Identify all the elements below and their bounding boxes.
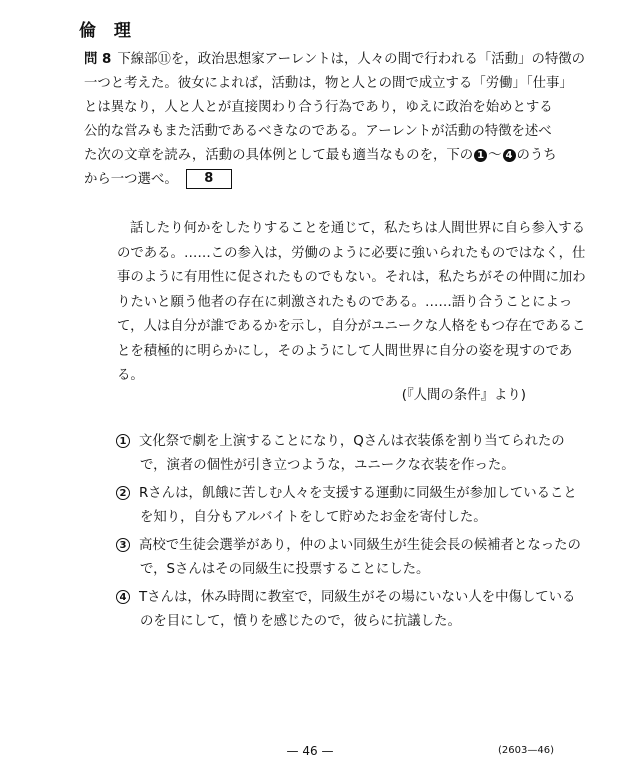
question-text: から一つ選べ。	[84, 172, 178, 187]
question-line: 一つと考えた。彼女によれば，活動は，物と人との間で成立する「労働」「仕事」	[84, 76, 573, 91]
question-label: 問 8	[84, 52, 112, 67]
passage-line: りたいと願う他者の存在に刺激されたものである。……語り合うことによっ	[117, 294, 573, 310]
question-line: 公的な営みもまた活動であるべきなのである。アーレントが活動の特徴を述べ	[84, 124, 552, 139]
choice-line	[116, 482, 577, 506]
passage-line: て，人は自分が誰であるかを示し，自分がユニークな人格をもつ存在であるこ	[117, 319, 586, 334]
choice-range-start: 1	[474, 149, 487, 162]
question-text: た次の文章を読み，活動の具体例として最も適当なものを，下の	[84, 148, 474, 163]
question-line	[84, 168, 554, 192]
choice-text: で，演者の個性が引き立つような，ユニークな衣装を作った。	[140, 458, 515, 473]
passage-line: とを積極的に明らかにし，そのようにして人間世界に自分の姿を現すのであ	[117, 343, 573, 359]
question-text: のうち	[516, 148, 557, 163]
passage-line: 話したり何かをしたりすることを通じて，私たちは人間世界に自ら参入する	[130, 221, 586, 236]
page-code: (2603—46)	[498, 745, 554, 756]
choice-text: で，Sさんはその同級生に投票することにした。	[140, 562, 430, 577]
question-line: とは異なり，人と人とが直接関わり合う行為であり，ゆえに政治を始めとする	[84, 100, 553, 115]
choice-item[interactable]	[116, 430, 565, 478]
choice-text: のを目にして，憤りを感じたので，彼らに抗議した。	[140, 614, 461, 629]
choice-line	[116, 534, 581, 558]
choice-number: 3	[116, 538, 130, 552]
choice-text: 文化祭で劇を上演することになり，Qさんは衣装係を割り当てられたの	[139, 434, 565, 449]
question-line	[84, 144, 557, 168]
question-block	[84, 48, 586, 192]
choice-list	[116, 430, 581, 638]
choice-text: Rさんは，飢餓に苦しむ人々を支援する運動に同級生が参加していること	[139, 486, 577, 501]
choice-line	[116, 586, 576, 610]
choice-item[interactable]	[116, 586, 576, 634]
choice-text: Tさんは，休み時間に教室で，同級生がその場にいない人を中傷している	[139, 590, 576, 605]
choice-item[interactable]	[116, 534, 581, 582]
passage-line: のである。……この参入は，労働のように必要に強いられたものではなく，仕	[117, 245, 586, 261]
question-line	[84, 48, 586, 72]
subject-heading: 倫 理	[79, 21, 137, 41]
passage-line: 事のように有用性に促されたものでもない。それは，私たちがその仲間に加わ	[117, 270, 586, 285]
choice-range-separator: ～	[488, 148, 502, 163]
page-number: — 46 —	[286, 744, 334, 758]
answer-box[interactable]: 8	[186, 169, 232, 189]
quoted-passage	[117, 217, 586, 389]
passage-source: (『人間の条件』より)	[401, 388, 526, 403]
choice-range-end: 4	[503, 149, 516, 162]
choice-number: 4	[116, 590, 130, 604]
choice-text: を知り，自分もアルバイトをして貯めたお金を寄付した。	[140, 510, 487, 525]
passage-line: る。	[117, 368, 144, 383]
question-text: 下線部⑪を，政治思想家アーレントは，人々の間で行われる「活動」の特徴の	[117, 52, 586, 67]
choice-item[interactable]	[116, 482, 577, 530]
choice-text: 高校で生徒会選挙があり，仲のよい同級生が生徒会長の候補者となったの	[139, 538, 581, 553]
choice-number: 2	[116, 486, 130, 500]
choice-number: 1	[116, 434, 130, 448]
choice-line	[116, 430, 565, 454]
